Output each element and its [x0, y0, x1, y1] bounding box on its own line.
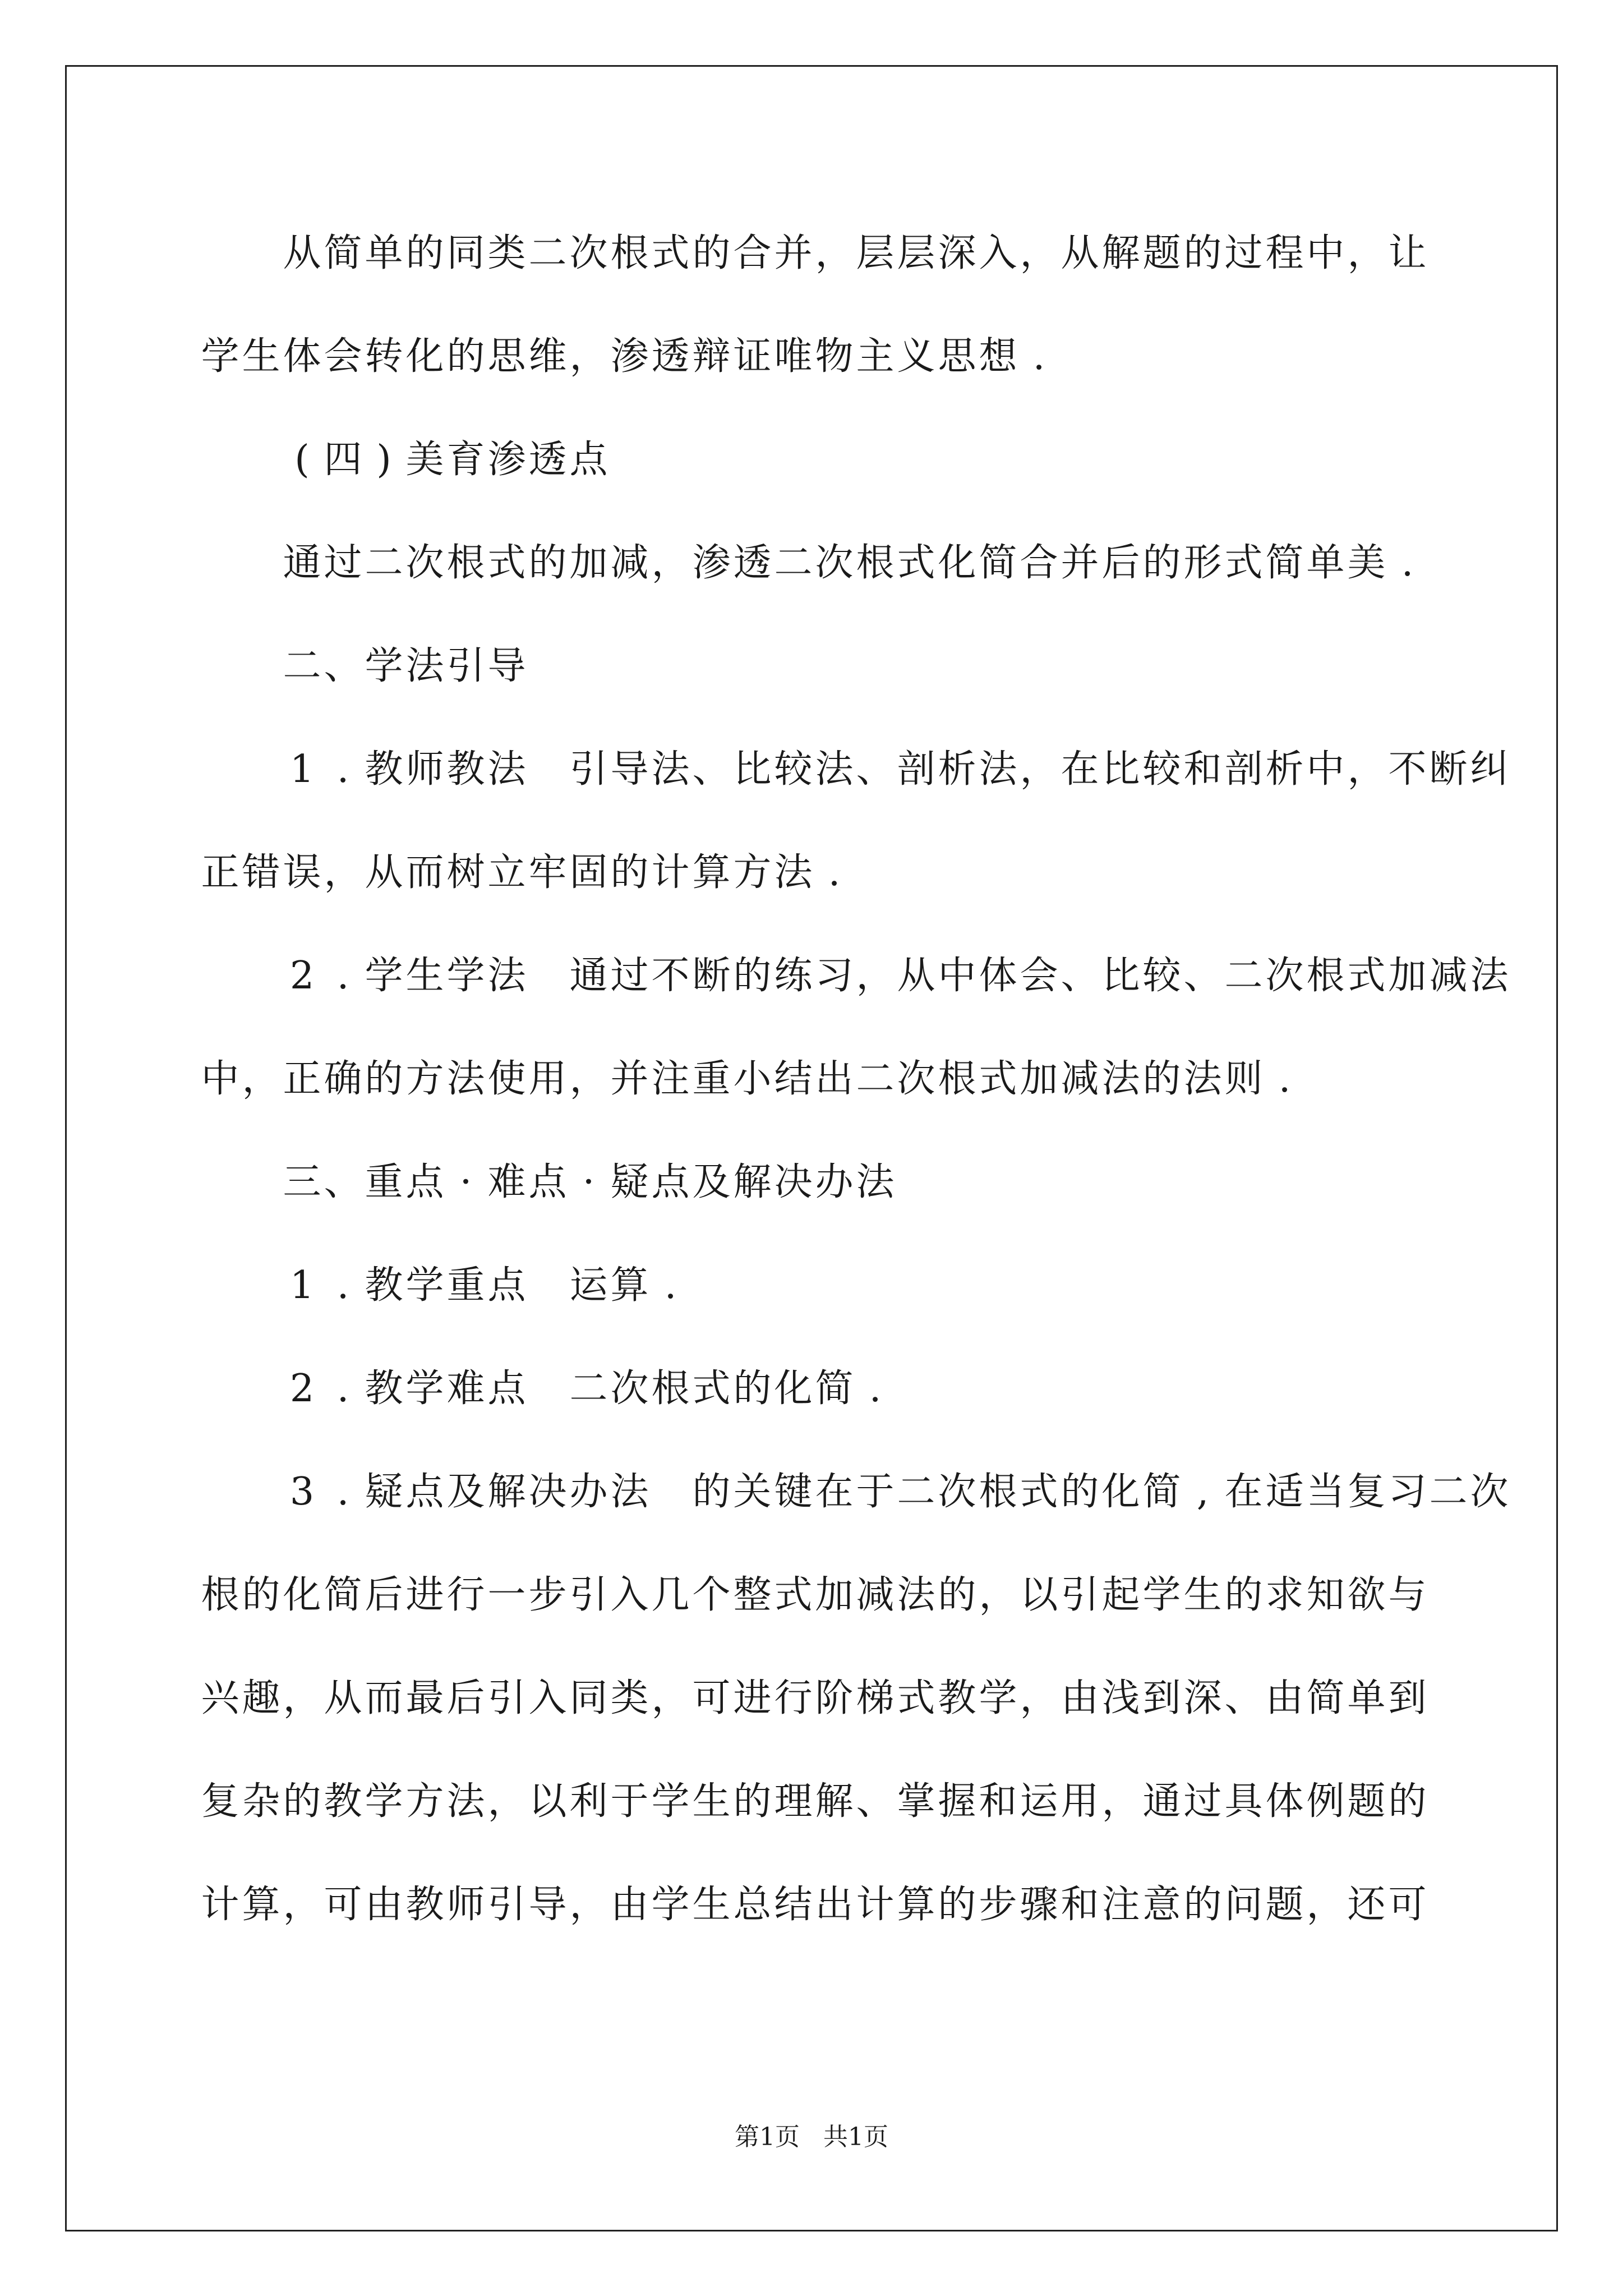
- text-line: 2 . 教学难点 二次根式的化简 .: [289, 1366, 882, 1411]
- page-footer: 第1页 共1页: [735, 2123, 888, 2151]
- text-line: 学生体会转化的思维，渗透辩证唯物主义思想 .: [201, 334, 1045, 379]
- text-line: 正错误，从而树立牢固的计算方法 .: [201, 850, 841, 895]
- text-line: 兴趣，从而最后引入同类，可进行阶梯式教学，由浅到深、由简单到: [201, 1676, 1427, 1720]
- section-heading: 三、重点 · 难点 · 疑点及解决办法: [283, 1160, 895, 1204]
- text-line: 根的化简后进行一步引入几个整式加减法的，以引起学生的求知欲与: [201, 1573, 1427, 1617]
- text-line: 复杂的教学方法，以利于学生的理解、掌握和运用，通过具体例题的: [201, 1779, 1427, 1824]
- section-heading: ( 四 ) 美育渗透点: [294, 438, 608, 482]
- text-line: 1 . 教师教法 引导法、比较法、剖析法，在比较和剖析中，不断纠: [289, 747, 1509, 792]
- text-line: 2 . 学生学法 通过不断的练习，从中体会、比较、二次根式加减法: [289, 954, 1509, 998]
- text-line: 3 . 疑点及解决办法 的关键在于二次根式的化简 , 在适当复习二次: [289, 1470, 1509, 1514]
- text-line: 中，正确的方法使用，并注重小结出二次根式加减法的法则 .: [201, 1057, 1291, 1101]
- text-line: 从简单的同类二次根式的合并，层层深入，从解题的过程中，让: [283, 231, 1427, 275]
- section-heading: 二、学法引导: [283, 644, 526, 688]
- text-line: 1 . 教学重点 运算 .: [289, 1263, 677, 1308]
- text-line: 通过二次根式的加减，渗透二次根式化简合并后的形式简单美 .: [283, 541, 1414, 585]
- text-line: 计算，可由教师引导，由学生总结出计算的步骤和注意的问题，还可: [201, 1883, 1427, 1927]
